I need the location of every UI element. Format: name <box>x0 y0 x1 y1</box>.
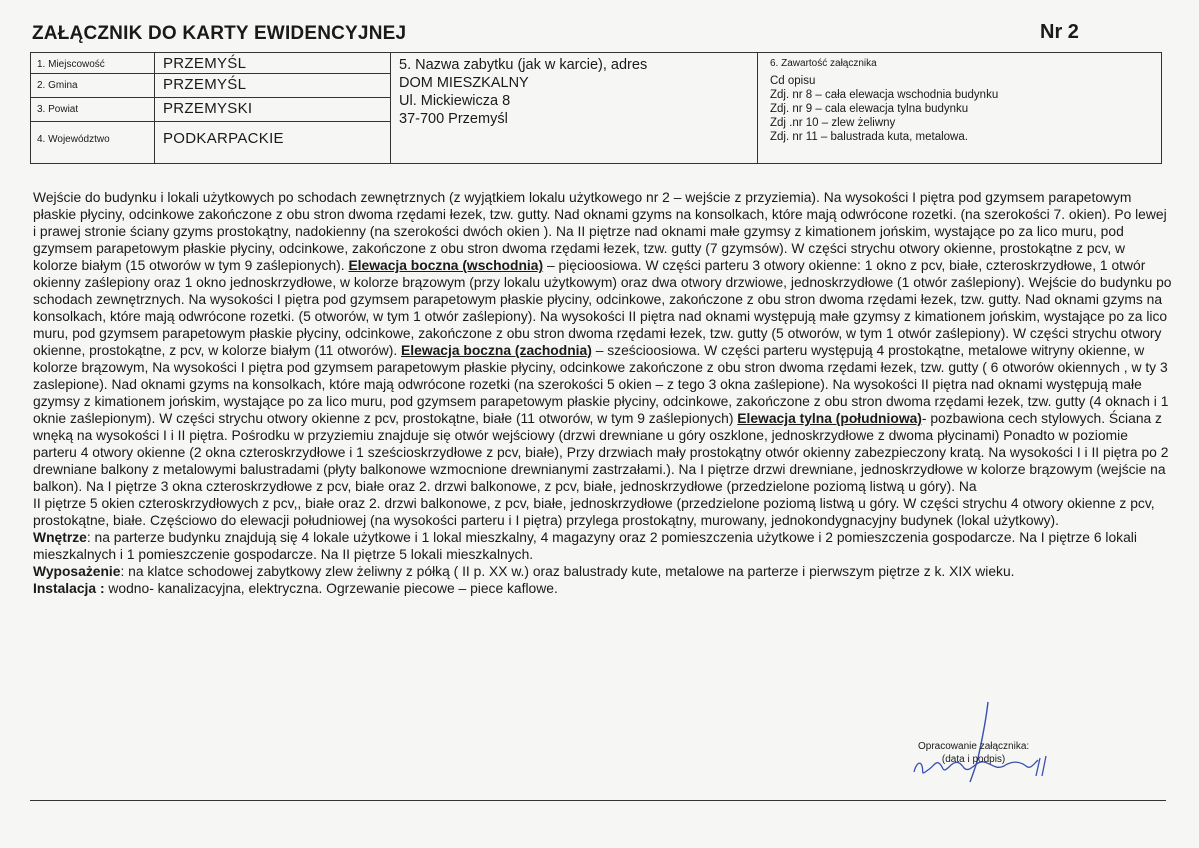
contents-line: Zdj. nr 8 – cała elewacja wschodnia budynku <box>770 89 999 101</box>
description-intro: Wejście do budynku i lokali użytkowych po schodach zewnętrznych (z wyjątkiem lokalu użytkowego nr 2 – wejście z przyziemia). Na wysokości I piętra pod gzymsem parapetowym płaskie płyciny, odcinkowe zakończone z obu stron dwoma rzędami łezek, tzw. gutty. Nad oknami gzyms na konsolkach, które mają odwrócone rozetki. (na szerokości 7. okien). Po lewej i prawej stronie ściany gzyms prostokątny, nadokienny (na szerokości dwóch okien ). Na II piętrze nad oknami małe gzymsy z kimationem jońskim, wystające po za lico muru, pod gzymsem parapetowym płaskie płyciny, odcinkowe, zakończone z obu stron dwoma rzędami łezek, tzw. gutty (7 gzymsów). W części strychu otwory okienne, prostokątne z pcv, w kolorze białym (15 otworów w tym 9 zaślepionych). <box>33 189 1167 273</box>
field-value-wojewodztwo: PODKARPACKIE <box>155 122 391 164</box>
installation-label: Instalacja : <box>33 580 105 596</box>
date-signature-label: (data i podpis) <box>941 754 1006 765</box>
monument-address-street: Ul. Mickiewicza 8 <box>399 93 511 109</box>
contents-line: Zdj .nr 10 – zlew żeliwny <box>770 117 896 129</box>
monument-name-cell <box>391 53 758 164</box>
field-value-gmina: PRZEMYŚL <box>155 74 391 98</box>
equipment-label: Wyposażenie <box>33 563 121 579</box>
installation-text: wodno- kanalizacyjna, elektryczna. Ogrzewanie piecowe – piece kaflowe. <box>104 580 558 596</box>
monument-address-city: 37-700 Przemyśl <box>399 111 508 127</box>
contents-line: Cd opisu <box>770 75 816 87</box>
page-title: ZAŁĄCZNIK DO KARTY EWIDENCYJNEJ <box>32 23 407 44</box>
header-table <box>30 52 1162 164</box>
prepared-by-block <box>918 740 1029 766</box>
attachment-contents-cell <box>758 53 1162 164</box>
interior-label: Wnętrze <box>33 529 87 545</box>
contents-line: Zdj. nr 11 – balustrada kuta, metalowa. <box>770 131 968 143</box>
description-east: – pięcioosiowa. W części parteru 3 otwory okienne: 1 okno z pcv, białe, czteroskrzydłowe, 1 otwór okienny zaślepiony oraz 1 okno jednoskrzydłowe, w kolorze brązowym (przy lokalu użytkowym) oraz dwa otwory drzwiowe, jednoskrzydłowe (1 otwór zaślepiony). Wejście do budynku po schodach zewnętrznych. Na wysokości I piętra pod gzymsem parapetowym płaskie płyciny, odcinkowe, zakończone z obu stron dwoma rzędami łezek, tzw. gutty. Nad oknami gzyms na konsolkach, które mają odwrócone rozetki. (5 otworów, w tym 1 otwór zaślepiony). Na wysokości II piętra nad oknami występują małe gzymsy z kimationem jońskim, wystające po za lico muru, pod gzymsem parapetowym płaskie płyciny, odcinkowe, zakończone z obu stron dwoma rzędami łezek, tzw. gutty (5 otworów, w tym 1 otwór zaślepiony). W części strychu otwory okienne, prostokątne, z pcv, w kolorze białym (11 otworów). <box>33 257 1172 358</box>
description-body <box>33 189 1173 597</box>
contents-line: Zdj. nr 9 – cala elewacja tylna budynku <box>770 103 969 115</box>
field-value-powiat: PRZEMYSKI <box>155 98 391 122</box>
equipment-text: : na klatce schodowej zabytkowy zlew żeliwny z półką ( II p. XX w.) oraz balustrady kute, metalowe na parterze i pierwszym piętrze z k. XIX wieku. <box>120 563 1015 579</box>
attachment-contents-label: 6. Zawartość załącznika <box>770 58 877 69</box>
description-paragraph-2: II piętrze 5 okien czteroskrzydłowych z pcv,, białe oraz 2. drzwi balkonowe, z pcv, białe, jednoskrzydłowe (przedzielone poziomą listwą u góry. W części strychu 4 otwory okienne z pcv, prostokątne, białe. Częściowo do elewacji południowej (na wysokości parteru i I piętra) przylega prostokątny, murowany, jednokondygnacyjny budynek (lokal użytkowy). <box>33 495 1155 528</box>
equipment-paragraph <box>33 563 1173 580</box>
field-label-gmina: 2. Gmina <box>31 74 155 98</box>
field-label-wojewodztwo: 4. Województwo <box>31 122 155 164</box>
heading-rear-elevation: Elewacja tylna (południowa) <box>737 410 922 426</box>
description-west: – sześcioosiowa. W części parteru występują 4 prostokątne, metalowe witryny okienne, w kolorze brązowym, Na wysokości I piętra pod gzymsem parapetowym płaskie płyciny, odcinkowe zakończone z obu stron dwoma rzędami łezek, tzw. gutty ( 6 otworów okiennych , w ty 3 zaslepione). Nad oknami gzyms na konsolkach, które mają odwrócone rozetki (na szerokości 5 okien – z tego 3 okna zaślepione). Na wysokości II piętra nad oknami występują małe gzymsy z kimationem jońskim, wystające po za lico muru, pod gzymsem parapetowym płaskie płyciny, odcinkowe, zakończone z obu stron dwoma rzędami łezek, tzw. gutty (4 oknach i 1 oknie zaślepionym). W części strychu otwory okienne z pcv, prostokątne, białe (11 otworów, w tym 9 zaślepionych) <box>33 342 1169 426</box>
interior-paragraph <box>33 529 1173 563</box>
description-paragraph <box>33 189 1173 495</box>
field-label-miejscowosc: 1. Miejscowość <box>31 53 155 74</box>
field-value-miejscowosc: PRZEMYŚL <box>155 53 391 74</box>
prepared-by-label: Opracowanie załącznika: <box>918 741 1030 752</box>
attachment-number: Nr 2 <box>1040 21 1079 43</box>
field-label-powiat: 3. Powiat <box>31 98 155 122</box>
interior-text: : na parterze budynku znajdują się 4 lokale użytkowe i 1 lokal mieszkalny, 4 magazyny oraz 2 pomieszczenia użytkowe i 2 pomieszczenia gospodarcze. Na I piętrze 6 lokali mieszkalnych i 1 pomieszczenie gospodarcze. Na II piętrze 5 lokali mieszkalnych. <box>33 529 1137 562</box>
monument-name-line: DOM MIESZKALNY <box>399 75 529 91</box>
heading-east-elevation: Elewacja boczna (wschodnia) <box>348 257 544 273</box>
heading-west-elevation: Elewacja boczna (zachodnia) <box>401 342 592 358</box>
bottom-divider <box>30 800 1166 801</box>
description-rear: - pozbawiona cech stylowych. Ściana z wnęką na wysokości I i II piętra. Pośrodku w przyziemiu znajduje się otwór wejściowy (drzwi drewniane u góry oszklone, jednoskrzydłowe z dwoma płycinami) Ponadto w poziomie parteru 4 otwory okienne (2 okna czteroskrzydłowe i 1 sześcioskrzydłowe z pcv, białe), Przy drzwiach mały prostokątny otwór okienny zabezpieczony kratą. Na wysokości I i II piętra po 2 drewniane balkony z metalowymi balustradami (płyty balkonowe wzmocnione drewnianymi zastrzałami.). Na I piętrze drzwi drewniane, jednoskrzydłowe w kolorze brązowym (wejście na balkon). Na I piętrze 3 okna czteroskrzydłowe z pcv, białe oraz 2. drzwi balkonowe, z pcv, białe, jednoskrzydłowe (przedzielone poziomą listwą u góry). Na <box>33 410 1169 494</box>
installation-paragraph <box>33 580 1173 597</box>
monument-name-label: 5. Nazwa zabytku (jak w karcie), adres <box>399 57 648 73</box>
